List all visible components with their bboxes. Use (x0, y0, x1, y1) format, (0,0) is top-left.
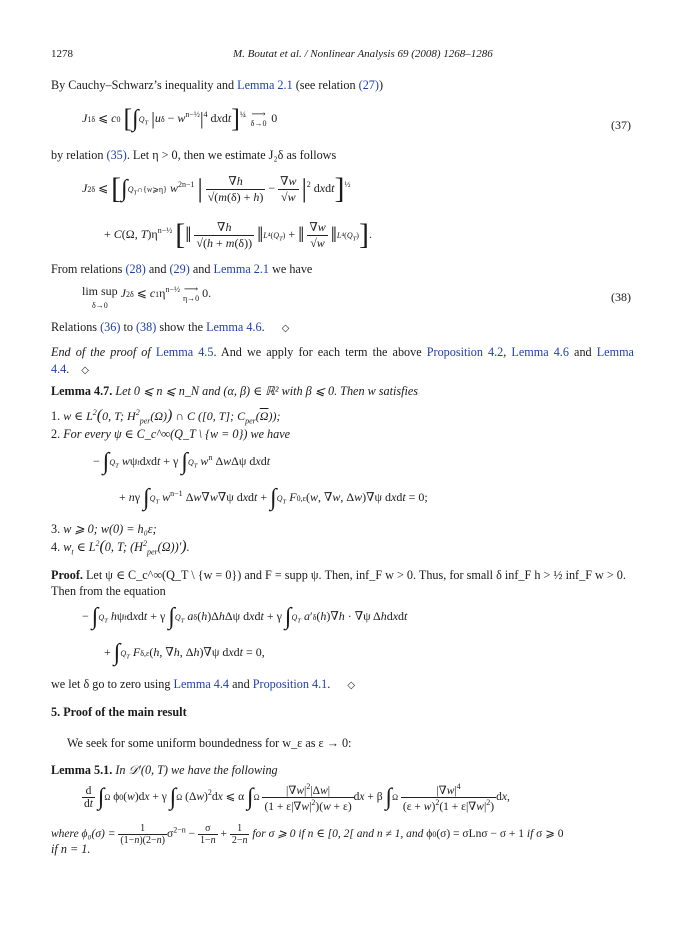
link-eq-28[interactable]: (28) (125, 262, 146, 276)
link-eq-38[interactable]: (38) (135, 320, 157, 334)
lemma-4-7-item-2 (51, 427, 290, 442)
proof-label: Proof. (51, 568, 83, 582)
text: where ϕ₀(σ) = (51, 828, 116, 841)
text: by relation (51, 148, 107, 162)
section-heading: 5. Proof of the main result (51, 705, 187, 719)
paragraph-end-of-proof (51, 344, 634, 379)
paragraph-from-relations (51, 262, 312, 277)
item-number: 1. (51, 409, 61, 423)
lemma-4-7-item-3 (51, 522, 157, 537)
link-lemma-4-4[interactable]: Lemma 4.4 (173, 677, 230, 691)
text: we let δ go to zero using (51, 677, 174, 691)
proof-paragraph-line1 (51, 568, 626, 583)
link-lemma-4-5[interactable]: Lemma 4.5 (155, 345, 214, 359)
link-lemma-4-4[interactable]: Lemma 4.4 (51, 345, 634, 376)
equation-37: J1δ ⩽ c0 [$\int Q_T$ $|u\delta - w^{n-\frac{1}{2}}|^4$ dxdt]$^{\frac{1}{4}}$ ⟶ δ→0 0 (82, 104, 278, 133)
page-number: 1278 (51, 48, 73, 60)
lemma-4-7-statement (51, 384, 418, 399)
proof-paragraph-line2: Then from the equation (51, 584, 166, 598)
section-intro: We seek for some uniform boundedness for w_ε as ε → 0: (67, 736, 352, 750)
link-lemma-4-6[interactable]: Lemma 4.6 (511, 345, 569, 359)
link-eq-35[interactable]: (35) (106, 148, 127, 162)
proof-text: Let ψ ∈ C_c^∞(Q_T \ {w = 0}) and F = supp ψ. Then, inf_F w > 0. Thus, for small δ inf_F h > ½ inf_F w > 0. (85, 568, 626, 582)
text: . Let η > 0, then we estimate J₂δ as follows (126, 148, 337, 162)
equation-number-38: (38) (611, 290, 631, 304)
item-number: 4. (51, 540, 61, 554)
equation-lemma-5-1: $\frac{d}{dt}$ ∫Ω ϕ0(w)dx + γ ∫Ω $(\Delta w)^2dx$ ⩽ α ∫Ω $\frac{|\nabla w|^2|\Delta w|}{(1 + \varepsilon|\nabla w|^2)(w + \varepsilon)}$ dx + β ∫Ω $\frac{|\nabla w|^4}{(\varepsilon + w)^2(1 + \varepsilon|\nabla w|^2)}$ dx, (84, 782, 510, 813)
lemma-5-1-where-line1: where ϕ₀(σ) = $\frac{1}{(1-n)(2-n)}$ $\sigma^{2-n}$ − $\frac{\sigma}{1-n}$ + $\frac{1}{2-n}$ for σ ⩾ 0 if n ∈ [0, 2[ and n ≠ 1, and ϕ0(σ) = σLnσ − σ + 1 if σ ⩾ 0 (51, 823, 564, 846)
text: . And we apply for each term the above (213, 345, 427, 359)
lemma-label: Lemma 5.1. (51, 763, 113, 777)
lemma-4-7-item-1: 1. w ∈ $L^2(0$, T; $H^2_{per}(\Omega)$) ∩ C ([0, T]; $C_{per}(\overline{\Omega})$); (51, 407, 281, 426)
text: and (229, 677, 253, 691)
text: to (120, 320, 136, 334)
item-number: 2. (51, 427, 61, 441)
text: show the (156, 320, 207, 334)
lemma-4-7-item-4: 4. $w_t$ ∈ $L^2(0$, T; $(H^2_{per}(\Omega))'$). (51, 538, 190, 557)
qed-symbol: ◇ (281, 323, 290, 334)
text: (see relation (292, 78, 359, 92)
text: By Cauchy–Schwarz’s inequality and (51, 78, 238, 92)
qed-symbol: ◇ (347, 680, 356, 691)
lemma-text: In 𝒟′(0, T) we have the following (115, 763, 278, 777)
link-eq-27[interactable]: (27) (358, 78, 379, 92)
equation-h-line1: − $\int Q_T$ hψtdxdt + γ $\int Q_T$ aδ(h)ΔhΔψ dxdt + γ $\int Q_T$ a′δ(h)∇h · ∇ψ Δhdxdt (82, 604, 408, 630)
text: , (503, 345, 512, 359)
qed-symbol: ◇ (81, 365, 89, 376)
lemma-label: Lemma 4.7. (51, 384, 113, 398)
text: ) (378, 78, 384, 92)
text: and (145, 262, 170, 276)
paragraph-relation-35 (51, 148, 336, 163)
running-title: M. Boutat et al. / Nonlinear Analysis 69 (2008) 1268–1286 (233, 48, 493, 60)
equation-h-line2: + $\int Q_T$ Fδ,ε(h, ∇h, Δh)∇ψ dxdt = 0, (104, 640, 265, 666)
equation-number-37: (37) (611, 118, 631, 132)
link-lemma-2-1[interactable]: Lemma 2.1 (213, 262, 270, 276)
lemma-5-1-where-line2: if n = 1. (51, 842, 91, 856)
paragraph-relations-36-38 (51, 320, 289, 335)
text: End of the proof of (51, 345, 156, 359)
text: . (327, 677, 331, 691)
link-proposition-4-2[interactable]: Proposition 4.2 (426, 345, 504, 359)
text: Relations (51, 320, 101, 334)
text: and (568, 345, 592, 359)
link-eq-36[interactable]: (36) (100, 320, 121, 334)
paragraph-cauchy-schwarz (51, 78, 383, 93)
item-number: 3. (51, 522, 61, 536)
proof-conclusion (51, 677, 355, 692)
equation-j2delta-line2: + C(Ω, $T)\eta^{n-\frac{1}{2}}$ [‖ $\frac{\nabla h}{√(h + m(\delta))}$ $‖L^4(Q_T)$ + ‖ $\frac{\nabla w}{√w}$ $‖L^4(Q_T)$]. (104, 218, 372, 251)
equation-j2delta-line1: J2δ ⩽ [$\int Q_T\cap\{w⩾\eta\}$ $w^{2n-1}$ | $\frac{\nabla h}{√(m(\delta) + h)}$ − $\frac{\nabla w}{√w}$ $|^2$ dxdt]$^{\frac{1}{2}}$ (82, 172, 351, 205)
lemma-5-1-statement (51, 763, 278, 778)
equation-weak-form-line2: + nγ $\int Q_T$ $w^{n-1}$ Δw∇w∇ψ dxdt + $\int Q_T$ F0,ε(w, ∇w, Δw)∇ψ dxdt = 0; (119, 485, 428, 511)
link-lemma-4-6[interactable]: Lemma 4.6 (206, 320, 262, 334)
link-lemma-2-1[interactable]: Lemma 2.1 (237, 78, 293, 92)
item-text: w ⩾ 0; w(0) = h₀ε; (63, 522, 157, 536)
lemma-text: Let 0 ⩽ n ⩽ n_N and (α, β) ∈ ℝ² with β ⩽ 0. Then w satisfies (115, 384, 419, 398)
item-text: For every ψ ∈ C_c^∞(Q_T \ {w = 0}) we have (63, 427, 291, 441)
equation-38: lim sup δ→0 J2δ ⩽ $c1\eta^{n-\frac{1}{2}}$ ⟶ η→0 0. (82, 284, 212, 310)
equation-weak-form-line1: − $\int Q_T$ wψtdxdt + γ $\int Q_T$ $w^n$ ΔwΔψ dxdt (93, 449, 271, 475)
text: . (261, 320, 265, 334)
text: . (66, 362, 70, 376)
text: From relations (51, 262, 126, 276)
text: and (189, 262, 214, 276)
text: we have (269, 262, 313, 276)
link-eq-29[interactable]: (29) (169, 262, 190, 276)
link-proposition-4-1[interactable]: Proposition 4.1 (252, 677, 328, 691)
